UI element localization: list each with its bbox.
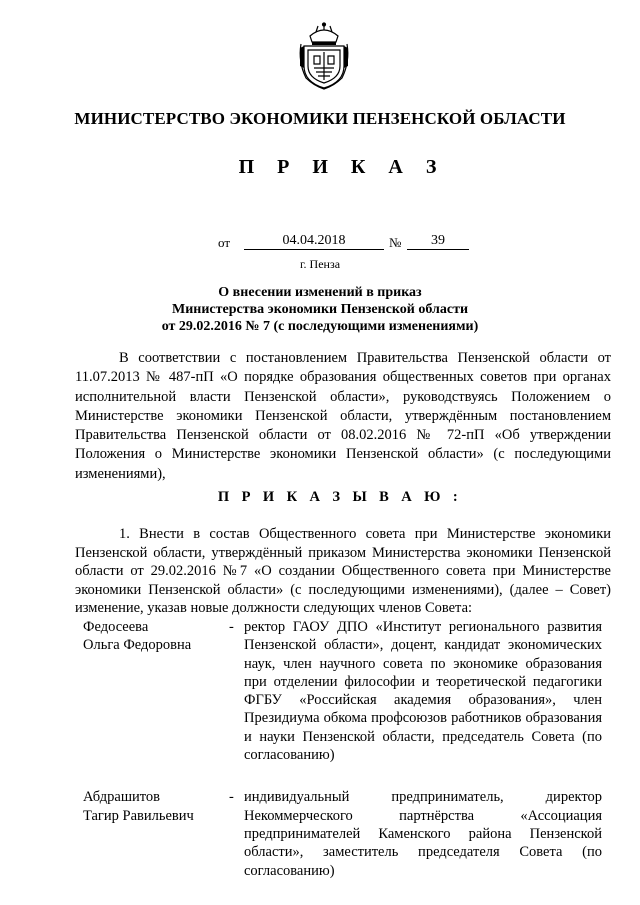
member-description: индивидуальный предприниматель, директор Некоммерческого партнёрства «Ассоциация предпринимателей Каменского района Пензенской области», заместитель председателя Совета (по согласованию) (244, 789, 602, 879)
members-list (75, 618, 611, 880)
member-row (75, 788, 611, 879)
ministry-name: МИНИСТЕРСТВО ЭКОНОМИКИ ПЕНЗЕНСКОЙ ОБЛАСТИ (74, 109, 566, 128)
penza-coat-of-arms-icon (296, 22, 352, 90)
member-given-name: Ольга Федоровна (83, 637, 192, 654)
number-prefix: № (389, 235, 402, 250)
decree-heading: П Р И К А З Ы В А Ю : (217, 489, 463, 505)
subject-line: Министерства экономики Пензенской области (171, 302, 469, 317)
member-row (75, 618, 611, 764)
member-surname: Федосеева (83, 619, 149, 635)
preamble-paragraph: В соответствии с постановлением Правительства Пензенской области от 11.07.2013 № 487-пП «О порядке образования общественных советов при органах исполнительной власти Пензенской области», руководствуясь Положением о Министерстве экономики Пензенской области, утверждённым постановлением Правительства Пензенской области от 08.02.2016 № 72-пП «Об утверждении Положения о Министерстве экономики Пензенской области» (с последующими изменениями), (75, 350, 611, 482)
member-name (83, 788, 194, 825)
city: г. Пенза (299, 257, 341, 271)
subject-line: О внесении изменений в приказ (218, 285, 422, 300)
member-surname: Абдрашитов (83, 789, 160, 806)
subject-line: от 29.02.2016 № 7 (с последующими изменениями) (161, 319, 479, 334)
member-description: ректор ГАОУ ДПО «Институт регионального развития Пензенской области», доцент, кандидат экономических наук, член научного совета по экономике образования при отделении философии и теоретической педагогики ФГБУ «Российская академия образования», член Президиума обкома профсоюзов работников образования и науки Пензенской области, председатель Совета (по согласованию) (244, 619, 602, 764)
order-date: 04.04.2018 (244, 233, 384, 250)
member-dash: - (229, 619, 234, 635)
member-given-name: Тагир Равильевич (83, 807, 194, 824)
order-subject (0, 284, 640, 335)
order-number: 39 (407, 233, 469, 250)
decree-item-1: 1. Внести в состав Общественного совета при Министерстве экономики Пензенской области, утверждённый приказом Министерства экономики Пензенской области от 29.02.2016 №7 «О создании Общественного совета при Министерстве экономики Пензенской области» (с последующими изменениями), (далее – Совет) изменение, указав новые должности следующих членов Совета: (75, 526, 611, 617)
member-dash: - (229, 789, 234, 806)
member-name (83, 618, 191, 655)
document-type: П Р И К А З (238, 156, 446, 178)
date-prefix: от (218, 235, 231, 250)
